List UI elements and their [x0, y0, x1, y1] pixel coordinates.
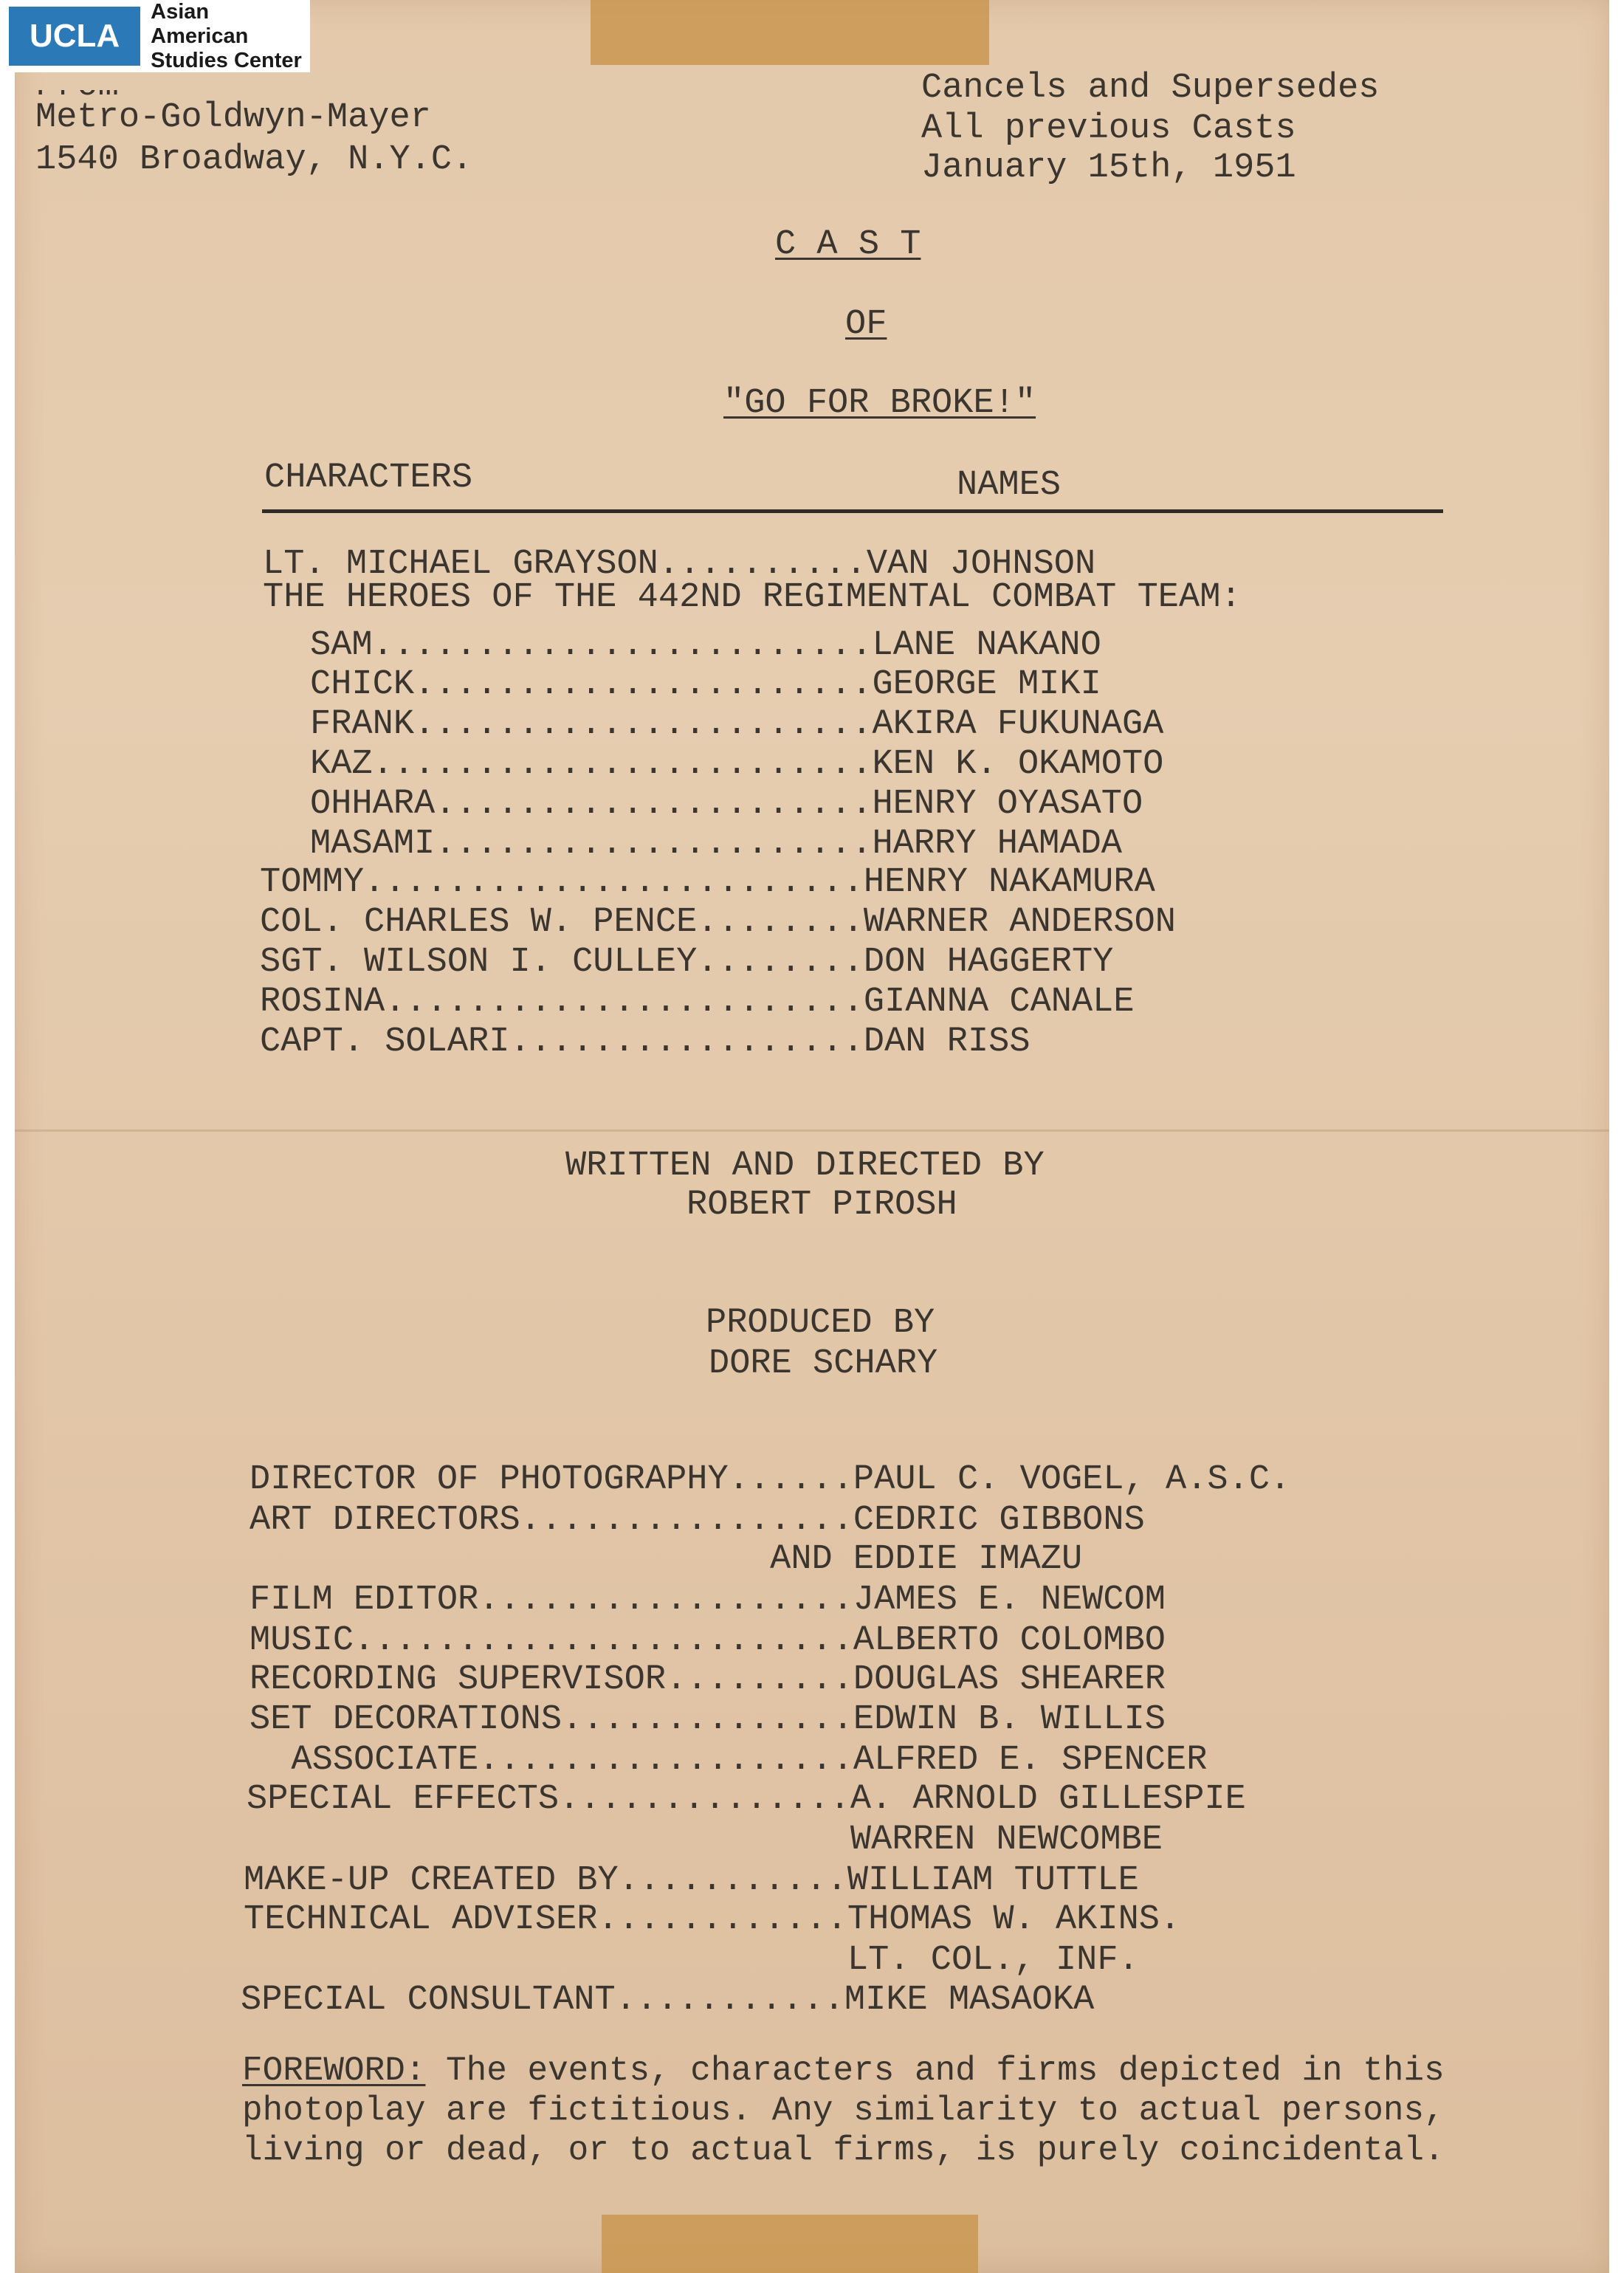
ucla-logo: UCLA [9, 7, 140, 66]
foreword [242, 2051, 1571, 2170]
crew-line: LT. COL., INF. [244, 1941, 1139, 1980]
cast-line: CHICK......................GEORGE MIKI [310, 665, 1101, 704]
archive-badge [0, 0, 310, 72]
cast-line: THE HEROES OF THE 442ND REGIMENTAL COMBAT TEAM: [263, 578, 1242, 617]
written-label: WRITTEN AND DIRECTED BY [565, 1146, 1045, 1186]
crew-line: TECHNICAL ADVISER............THOMAS W. AKINS. [244, 1900, 1181, 1939]
crew-line: AND EDDIE IMAZU [250, 1540, 1083, 1579]
cast-line: SGT. WILSON I. CULLEY........DON HAGGERTY [260, 943, 1114, 982]
crew-line: DIRECTOR OF PHOTOGRAPHY......PAUL C. VOGEL, A.S.C. [250, 1460, 1291, 1499]
cast-line: TOMMY........................HENRY NAKAMURA [260, 863, 1155, 902]
crew-line: SPECIAL EFFECTS..............A. ARNOLD GILLESPIE [247, 1780, 1246, 1819]
cast-line: KAZ........................KEN K. OKAMOTO [310, 745, 1164, 784]
cast-line: SAM........................LANE NAKANO [310, 626, 1101, 665]
center-name: Asian American Studies Center [151, 0, 302, 72]
crew-line: ART DIRECTORS................CEDRIC GIBBONS [250, 1501, 1145, 1540]
cast-heading: C A S T [775, 225, 921, 264]
characters-heading: CHARACTERS [264, 458, 473, 498]
crew-line: SPECIAL CONSULTANT...........MIKE MASAOKA [241, 1981, 1095, 2020]
film-title: "GO FOR BROKE!" [723, 384, 1036, 423]
notice-date: January 15th, 1951 [921, 148, 1296, 188]
produced-label: PRODUCED BY [706, 1304, 935, 1343]
producer-name: DORE SCHARY [709, 1344, 938, 1383]
of-heading: OF [845, 305, 887, 344]
writer-name: ROBERT PIROSH [687, 1186, 957, 1225]
cast-line: LT. MICHAEL GRAYSON..........VAN JOHNSON [263, 545, 1096, 584]
crew-line: MUSIC........................ALBERTO COLOMBO [250, 1621, 1166, 1660]
cast-line: CAPT. SOLARI.................DAN RISS [260, 1022, 1031, 1062]
crew-line: SET DECORATIONS..............EDWIN B. WILLIS [250, 1700, 1166, 1739]
crew-line: WARREN NEWCOMBE [247, 1820, 1163, 1860]
crew-line: ASSOCIATE..................ALFRED E. SPENCER [250, 1741, 1208, 1780]
crew-line: MAKE-UP CREATED BY...........WILLIAM TUTTLE [244, 1861, 1139, 1900]
cast-line: FRANK......................AKIRA FUKUNAGA [310, 705, 1164, 744]
crew-line: RECORDING SUPERVISOR.........DOUGLAS SHEARER [250, 1660, 1166, 1699]
cast-line: COL. CHARLES W. PENCE........WARNER ANDERSON [260, 903, 1177, 942]
bottom-tape [602, 2215, 978, 2273]
cast-line: ROSINA.......................GIANNA CANALE [260, 983, 1135, 1022]
studio-name: Metro-Goldwyn-Mayer [35, 98, 431, 137]
heading-rule [262, 509, 1443, 513]
foreword-label: FOREWORD: [242, 2052, 426, 2090]
paper-fold [15, 1129, 1609, 1132]
names-heading: NAMES [957, 466, 1062, 505]
cast-line: OHHARA.....................HENRY OYASATO [310, 785, 1143, 824]
top-tape [591, 0, 989, 65]
notice-line-2: All previous Casts [921, 109, 1296, 148]
studio-address: 1540 Broadway, N.Y.C. [35, 140, 473, 179]
crew-line: FILM EDITOR..................JAMES E. NEWCOM [250, 1581, 1166, 1620]
foreword-text: The events, characters and firms depicted in this photoplay are fictitious. Any similarity to actual persons, living or dead, or to actual firms, is purely coincidental. [242, 2052, 1445, 2170]
notice-line-1: Cancels and Supersedes [921, 69, 1380, 108]
cast-line: MASAMI.....................HARRY HAMADA [310, 825, 1122, 864]
